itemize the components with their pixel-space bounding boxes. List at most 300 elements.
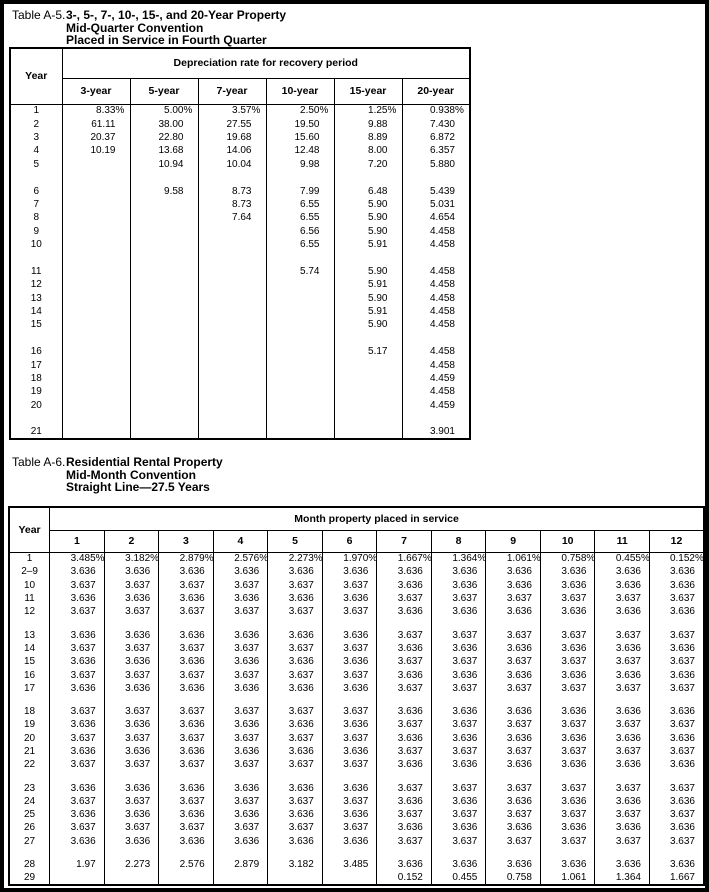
value-cell xyxy=(159,772,214,782)
value-cell: 3.636 xyxy=(50,629,105,642)
value-cell xyxy=(334,332,402,345)
value-cell: 3.636 xyxy=(322,745,377,758)
value-cell xyxy=(595,848,650,858)
value-cell: 5.031 xyxy=(402,198,470,211)
value-cell: 3.636 xyxy=(431,858,486,871)
value-cell xyxy=(402,332,470,345)
year-header: Year xyxy=(10,48,62,105)
value-cell: 3.637 xyxy=(540,809,595,822)
value-cell: 3.636 xyxy=(104,656,159,669)
year-cell: 3 xyxy=(33,131,40,143)
column-header: 20-year xyxy=(402,79,470,105)
value-cell: 14.06 xyxy=(198,145,266,158)
value-cell xyxy=(198,252,266,265)
value-cell: 3.636 xyxy=(213,682,268,695)
year-cell: 20 xyxy=(30,399,42,411)
value-cell: 8.00 xyxy=(334,145,402,158)
value-cell: 3.637 xyxy=(213,759,268,772)
table-row xyxy=(9,553,704,566)
group-header: Depreciation rate for recovery period xyxy=(62,48,470,79)
year-cell: 16 xyxy=(30,346,42,358)
value-cell: 1.667% xyxy=(377,553,432,566)
table-row xyxy=(10,225,470,238)
value-cell xyxy=(334,386,402,399)
value-cell xyxy=(62,386,130,399)
year-cell: 8 xyxy=(33,212,40,224)
value-cell xyxy=(198,359,266,372)
value-cell xyxy=(213,872,268,885)
value-cell: 3.637 xyxy=(377,745,432,758)
value-cell: 0.455% xyxy=(595,553,650,566)
value-cell: 3.637 xyxy=(322,759,377,772)
value-cell: 3.636 xyxy=(431,732,486,745)
value-cell: 3.636 xyxy=(486,795,541,808)
value-cell xyxy=(130,359,198,372)
table-row xyxy=(10,292,470,305)
value-cell: 3.637 xyxy=(268,795,323,808)
table-row xyxy=(10,198,470,211)
value-cell: 3.636 xyxy=(322,682,377,695)
value-cell xyxy=(198,426,266,439)
value-cell: 3.636 xyxy=(322,719,377,732)
value-cell xyxy=(486,848,541,858)
value-cell xyxy=(62,346,130,359)
value-cell: 27.55 xyxy=(198,118,266,131)
value-cell: 3.637 xyxy=(213,606,268,619)
value-cell: 3.637 xyxy=(595,592,650,605)
value-cell: 3.636 xyxy=(322,566,377,579)
value-cell: 3.636 xyxy=(159,809,214,822)
value-cell xyxy=(268,848,323,858)
value-cell xyxy=(198,238,266,251)
value-cell: 3.636 xyxy=(50,592,105,605)
value-cell: 4.458 xyxy=(402,238,470,251)
value-cell: 3.182 xyxy=(268,858,323,871)
value-cell: 3.637 xyxy=(159,705,214,718)
value-cell: 3.636 xyxy=(486,858,541,871)
value-cell xyxy=(130,292,198,305)
year-cell: 2 xyxy=(33,118,40,130)
table-row xyxy=(9,606,704,619)
table-row xyxy=(9,809,704,822)
value-cell: 19.50 xyxy=(266,118,334,131)
value-cell: 3.636 xyxy=(104,835,159,848)
value-cell: 3.636 xyxy=(377,795,432,808)
column-header: 6 xyxy=(322,531,377,553)
year-cell xyxy=(9,848,50,858)
value-cell: 3.636 xyxy=(322,656,377,669)
value-cell: 3.636 xyxy=(486,606,541,619)
value-cell: 3.637 xyxy=(377,682,432,695)
value-cell: 3.636 xyxy=(377,858,432,871)
value-cell: 0.455 xyxy=(431,872,486,885)
value-cell: 3.636 xyxy=(377,642,432,655)
table-row xyxy=(10,265,470,278)
value-cell xyxy=(334,372,402,385)
value-cell: 3.636 xyxy=(268,629,323,642)
table-a5-label: Table A-5. xyxy=(12,8,66,22)
value-cell: 3.636 xyxy=(268,682,323,695)
value-cell xyxy=(322,872,377,885)
value-cell xyxy=(62,292,130,305)
year-cell: 6 xyxy=(33,185,40,197)
value-cell: 3.637 xyxy=(213,669,268,682)
value-cell: 4.458 xyxy=(402,305,470,318)
value-cell: 3.637 xyxy=(377,592,432,605)
value-cell: 3.485 xyxy=(322,858,377,871)
value-cell: 3.636 xyxy=(540,795,595,808)
table-a5-title-line-1: 3-, 5-, 7-, 10-, 15-, and 20-Year Property xyxy=(66,8,287,22)
value-cell xyxy=(595,772,650,782)
value-cell xyxy=(268,619,323,629)
value-cell: 13.68 xyxy=(130,145,198,158)
table-row xyxy=(10,386,470,399)
value-cell: 7.430 xyxy=(402,118,470,131)
value-cell: 3.636 xyxy=(486,579,541,592)
value-cell: 3.637 xyxy=(486,656,541,669)
value-cell: 3.636 xyxy=(431,579,486,592)
value-cell: 5.880 xyxy=(402,158,470,171)
value-cell: 3.636 xyxy=(595,669,650,682)
value-cell xyxy=(130,305,198,318)
value-cell: 3.636 xyxy=(540,669,595,682)
value-cell: 6.55 xyxy=(266,238,334,251)
value-cell: 3.636 xyxy=(595,642,650,655)
value-cell: 5.90 xyxy=(334,212,402,225)
value-cell: 3.636 xyxy=(649,759,704,772)
year-cell: 23 xyxy=(23,782,36,794)
value-cell xyxy=(130,386,198,399)
table-row xyxy=(9,705,704,718)
table-row xyxy=(9,835,704,848)
value-cell: 10.04 xyxy=(198,158,266,171)
value-cell: 3.637 xyxy=(104,579,159,592)
year-cell: 18 xyxy=(23,706,36,718)
value-cell xyxy=(50,695,105,705)
value-cell: 3.637 xyxy=(649,629,704,642)
value-cell xyxy=(377,772,432,782)
value-cell xyxy=(486,619,541,629)
value-cell: 3.637 xyxy=(540,592,595,605)
value-cell: 1.364 xyxy=(595,872,650,885)
value-cell: 3.636 xyxy=(431,669,486,682)
value-cell: 3.636 xyxy=(322,592,377,605)
value-cell: 3.637 xyxy=(159,642,214,655)
value-cell: 3.637 xyxy=(595,719,650,732)
value-cell xyxy=(377,619,432,629)
value-cell: 3.636 xyxy=(649,795,704,808)
value-cell: 2.273 xyxy=(104,858,159,871)
value-cell: 3.637 xyxy=(159,732,214,745)
value-cell: 3.637 xyxy=(322,669,377,682)
value-cell: 0.152% xyxy=(649,553,704,566)
value-cell: 1.97 xyxy=(50,858,105,871)
value-cell: 5.17 xyxy=(334,346,402,359)
value-cell xyxy=(334,399,402,412)
value-cell: 3.637 xyxy=(213,705,268,718)
value-cell: 3.636 xyxy=(377,669,432,682)
year-cell: 22 xyxy=(23,759,36,771)
value-cell xyxy=(198,412,266,425)
year-cell: 10 xyxy=(30,239,42,251)
table-row xyxy=(10,346,470,359)
value-cell xyxy=(266,319,334,332)
value-cell xyxy=(130,279,198,292)
table-a6-title-line-3: Straight Line—27.5 Years xyxy=(66,480,210,494)
value-cell: 3.637 xyxy=(649,745,704,758)
value-cell: 7.20 xyxy=(334,158,402,171)
value-cell: 3.636 xyxy=(50,835,105,848)
value-cell: 1.970% xyxy=(322,553,377,566)
value-cell: 3.636 xyxy=(595,732,650,745)
year-cell: 21 xyxy=(23,746,36,757)
table-row xyxy=(9,719,704,732)
value-cell: 61.11 xyxy=(62,118,130,131)
value-cell: 3.636 xyxy=(213,629,268,642)
value-cell: 3.637 xyxy=(431,809,486,822)
value-cell: 3.636 xyxy=(649,642,704,655)
table-a5-title-block xyxy=(12,9,286,47)
value-cell: 5.90 xyxy=(334,198,402,211)
value-cell: 15.60 xyxy=(266,131,334,144)
value-cell xyxy=(50,872,105,885)
table-row xyxy=(10,131,470,144)
value-cell xyxy=(402,412,470,425)
value-cell xyxy=(130,225,198,238)
value-cell: 3.636 xyxy=(540,642,595,655)
value-cell: 3.637 xyxy=(595,835,650,848)
table-a5-title-line-2: Mid-Quarter Convention xyxy=(66,20,204,35)
year-cell: 24 xyxy=(23,795,36,807)
year-cell: 14 xyxy=(23,642,36,654)
value-cell xyxy=(62,185,130,198)
column-header: 7 xyxy=(377,531,432,553)
value-cell xyxy=(104,695,159,705)
table-a6-title xyxy=(66,456,223,494)
value-cell: 4.459 xyxy=(402,399,470,412)
spacer-row xyxy=(10,412,470,425)
value-cell: 3.637 xyxy=(50,759,105,772)
value-cell: 3.636 xyxy=(486,759,541,772)
value-cell xyxy=(62,359,130,372)
value-cell: 3.637 xyxy=(50,642,105,655)
value-cell xyxy=(62,412,130,425)
value-cell xyxy=(377,848,432,858)
year-cell: 26 xyxy=(23,822,36,834)
value-cell: 9.98 xyxy=(266,158,334,171)
value-cell: 3.637 xyxy=(50,822,105,835)
value-cell: 3.637 xyxy=(486,682,541,695)
value-cell: 3.637 xyxy=(104,642,159,655)
spacer-row xyxy=(10,332,470,345)
value-cell xyxy=(595,695,650,705)
value-cell: 1.25% xyxy=(334,105,402,118)
value-cell: 3.637 xyxy=(649,782,704,795)
value-cell: 3.637 xyxy=(540,745,595,758)
value-cell xyxy=(62,225,130,238)
value-cell: 3.637 xyxy=(377,656,432,669)
value-cell: 3.636 xyxy=(595,858,650,871)
table-row xyxy=(9,858,704,871)
table-row xyxy=(9,782,704,795)
value-cell: 3.637 xyxy=(213,822,268,835)
value-cell: 3.637 xyxy=(649,835,704,848)
table-row xyxy=(10,359,470,372)
value-cell: 38.00 xyxy=(130,118,198,131)
table-row xyxy=(10,426,470,439)
value-cell xyxy=(198,265,266,278)
value-cell xyxy=(266,292,334,305)
value-cell xyxy=(130,332,198,345)
spacer-row xyxy=(10,171,470,184)
value-cell: 3.637 xyxy=(649,592,704,605)
value-cell xyxy=(595,619,650,629)
value-cell xyxy=(62,238,130,251)
value-cell xyxy=(62,198,130,211)
value-cell: 3.637 xyxy=(213,795,268,808)
value-cell: 3.637 xyxy=(104,822,159,835)
value-cell: 3.637 xyxy=(104,669,159,682)
value-cell xyxy=(62,372,130,385)
value-cell: 3.637 xyxy=(377,782,432,795)
value-cell: 3.637 xyxy=(486,745,541,758)
value-cell: 3.637 xyxy=(595,656,650,669)
value-cell xyxy=(431,619,486,629)
table-row xyxy=(9,732,704,745)
year-cell: 16 xyxy=(23,669,36,681)
value-cell xyxy=(540,772,595,782)
value-cell: 3.636 xyxy=(268,592,323,605)
value-cell xyxy=(130,426,198,439)
value-cell: 3.636 xyxy=(377,822,432,835)
value-cell: 3.637 xyxy=(486,782,541,795)
value-cell: 7.64 xyxy=(198,212,266,225)
value-cell: 3.637 xyxy=(50,732,105,745)
table-a5-body xyxy=(10,105,470,440)
year-cell xyxy=(9,619,50,629)
value-cell: 3.636 xyxy=(213,592,268,605)
value-cell: 3.637 xyxy=(159,795,214,808)
year-cell: 17 xyxy=(30,359,42,371)
year-cell: 14 xyxy=(30,306,42,318)
value-cell xyxy=(486,772,541,782)
value-cell: 3.637 xyxy=(50,606,105,619)
value-cell: 8.73 xyxy=(198,185,266,198)
value-cell xyxy=(104,772,159,782)
value-cell: 2.879 xyxy=(213,858,268,871)
value-cell: 4.458 xyxy=(402,346,470,359)
value-cell: 3.637 xyxy=(159,669,214,682)
value-cell: 3.57% xyxy=(198,105,266,118)
value-cell xyxy=(198,372,266,385)
value-cell xyxy=(104,848,159,858)
value-cell xyxy=(649,619,704,629)
value-cell: 3.636 xyxy=(104,629,159,642)
value-cell xyxy=(198,346,266,359)
column-header: 15-year xyxy=(334,79,402,105)
value-cell xyxy=(130,372,198,385)
column-header: 1 xyxy=(50,531,105,553)
value-cell: 3.637 xyxy=(50,579,105,592)
column-header: 9 xyxy=(486,531,541,553)
value-cell: 6.48 xyxy=(334,185,402,198)
value-cell: 3.637 xyxy=(50,795,105,808)
value-cell xyxy=(130,198,198,211)
value-cell xyxy=(104,872,159,885)
column-header: 5-year xyxy=(130,79,198,105)
value-cell: 3.636 xyxy=(50,566,105,579)
table-row xyxy=(10,399,470,412)
value-cell: 3.636 xyxy=(595,822,650,835)
value-cell: 3.637 xyxy=(431,835,486,848)
value-cell: 9.88 xyxy=(334,118,402,131)
value-cell: 7.99 xyxy=(266,185,334,198)
value-cell: 5.90 xyxy=(334,265,402,278)
value-cell xyxy=(62,399,130,412)
table-row xyxy=(10,118,470,131)
value-cell: 3.637 xyxy=(595,782,650,795)
value-cell: 3.637 xyxy=(540,719,595,732)
value-cell: 4.458 xyxy=(402,279,470,292)
value-cell xyxy=(62,319,130,332)
value-cell: 3.637 xyxy=(431,745,486,758)
value-cell: 5.90 xyxy=(334,319,402,332)
value-cell: 5.90 xyxy=(334,292,402,305)
year-cell: 19 xyxy=(30,386,42,398)
value-cell xyxy=(486,695,541,705)
value-cell: 3.636 xyxy=(104,782,159,795)
value-cell xyxy=(62,158,130,171)
value-cell: 3.637 xyxy=(104,759,159,772)
value-cell xyxy=(266,332,334,345)
value-cell: 0.758 xyxy=(486,872,541,885)
value-cell xyxy=(198,171,266,184)
table-row xyxy=(10,158,470,171)
value-cell xyxy=(159,848,214,858)
group-header: Month property placed in service xyxy=(50,507,704,531)
table-a6-body xyxy=(9,553,704,886)
value-cell xyxy=(104,619,159,629)
value-cell: 3.636 xyxy=(486,642,541,655)
value-cell: 3.636 xyxy=(649,705,704,718)
value-cell: 3.637 xyxy=(213,732,268,745)
value-cell xyxy=(198,319,266,332)
value-cell xyxy=(50,772,105,782)
column-header: 3 xyxy=(159,531,214,553)
year-cell xyxy=(10,171,62,184)
value-cell: 3.637 xyxy=(595,809,650,822)
value-cell: 3.637 xyxy=(322,822,377,835)
value-cell: 3.637 xyxy=(104,705,159,718)
value-cell xyxy=(540,695,595,705)
value-cell: 5.91 xyxy=(334,238,402,251)
value-cell xyxy=(198,292,266,305)
year-cell: 13 xyxy=(30,292,42,304)
value-cell: 3.637 xyxy=(649,682,704,695)
value-cell: 3.636 xyxy=(159,656,214,669)
value-cell xyxy=(266,426,334,439)
value-cell: 3.636 xyxy=(159,592,214,605)
column-header: 2 xyxy=(104,531,159,553)
value-cell xyxy=(198,225,266,238)
year-cell: 25 xyxy=(23,809,36,821)
year-cell: 9 xyxy=(33,225,40,237)
value-cell xyxy=(62,212,130,225)
year-cell: 18 xyxy=(30,373,42,384)
value-cell xyxy=(431,772,486,782)
value-cell xyxy=(266,359,334,372)
value-cell xyxy=(159,872,214,885)
